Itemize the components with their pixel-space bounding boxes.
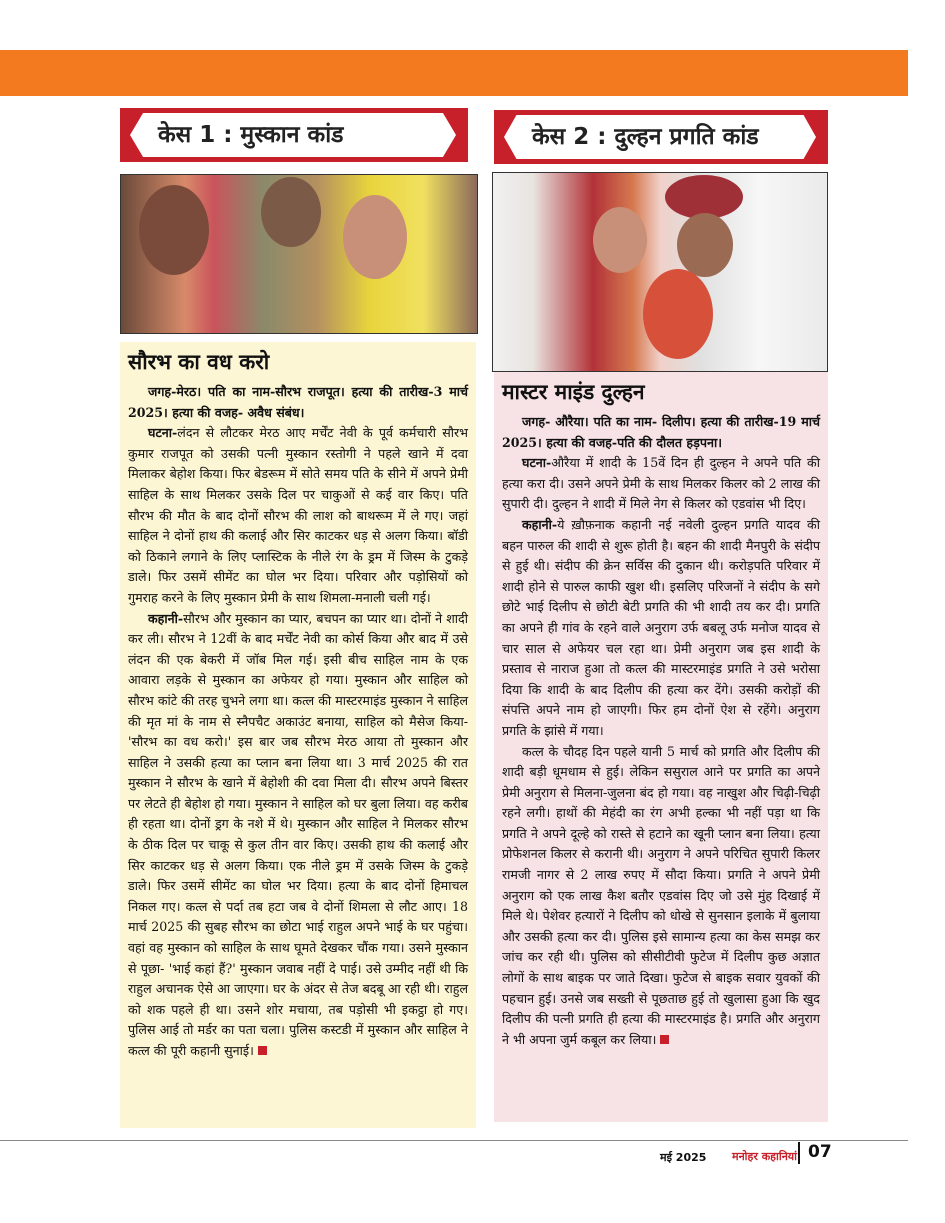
case1-incident-label: घटना- xyxy=(148,425,178,441)
case2-header-title: केस 2 : दुल्हन प्रगति कांड xyxy=(532,124,759,150)
photo-figure-left xyxy=(139,185,209,275)
case1-story xyxy=(128,609,468,1062)
case2-incident-label: घटना- xyxy=(522,455,552,471)
case2-meta: जगह- औरैया। पति का नाम- दिलीप। हत्या की तारीख-19 मार्च 2025। हत्या की वजह-पति की दौलत हड़पना। xyxy=(502,414,820,450)
case2-story-label: कहानी- xyxy=(522,516,558,532)
case1-incident-text: लंदन से लौटकर मेरठ आए मर्चेंट नेवी के पूर्व कर्मचारी सौरभ कुमार राजपूत को उसकी पत्नी मुस्कान रस्तोगी ने पहले खाने में दवा मिलाकर बेहोश किया। फिर बेडरूम में सोते समय पति के सीने में अपने प्रेमी साहिल के साथ मिलकर उसके दिल पर चाकुओं से कई वार किए। पति सौरभ की मौत के बाद दोनों सौरभ की लाश को बाथरूम में ले गए। जहां साहिल ने दोनों हाथ की कलाई और सिर काटकर धड़ से अलग किया। बॉडी को ठिकाने लगाने के लिए प्लास्टिक के नीले रंग के ड्रम में जिस्म के टुकड़े डाले। फिर उसमें सीमेंट का घोल भर दिया। परिवार और पड़ोसियों को गुमराह करने के लिए मुस्कान प्रेमी के साथ शिमला-मनाली चली गई। xyxy=(128,425,468,605)
case1-incident xyxy=(128,423,468,608)
end-square-icon xyxy=(258,1046,267,1055)
footer-date: मई 2025 xyxy=(660,1151,707,1164)
case1-meta: जगह-मेरठ। पति का नाम-सौरभ राजपूत। हत्या की तारीख-3 मार्च 2025। हत्या की वजह- अवैध संबंध। xyxy=(128,384,468,420)
photo-groom xyxy=(677,213,733,277)
case1-headline: सौरभ का वध करो xyxy=(128,350,270,374)
case1-article xyxy=(120,342,476,1128)
case1-photo xyxy=(120,174,478,334)
case2-incident xyxy=(502,453,820,515)
page-number: 07 xyxy=(808,1142,832,1162)
case2-header xyxy=(494,110,828,164)
case2-story-text: ये ख़ौफ़नाक कहानी नई नवेली दुल्हन प्रगति यादव की बहन पारुल की शादी से शुरू होती है। बहन की शादी मैनपुरी के संदीप से हुई थी। संदीप की क्रेन सर्विस की दुकान थी। करोड़पति परिवार में शादी होने से पारुल काफी खुश थी। इसलिए परिजनों ने संदीप के सगे छोटे भाई दिलीप से छोटी बेटी प्रगति की भी शादी तय कर दी। प्रगति का अपने ही गांव के रहने वाले अनुराग उर्फ बबलू उर्फ मनोज यादव से चार साल से अफेयर चल रहा था। प्रेमी अनुराग जब इस शादी के प्रस्ताव से नाराज हुआ तो कत्ल की मास्टरमाइंड प्रगति ने उसे भरोसा दिया कि शादी के बाद दिलीप की हत्या कर देंगे। उसकी करोड़ों की संपत्ति अपने नाम हो जाएगी। फिर हम दोनों ऐश से रहेंगे। अनुराग प्रगति के झांसे में गया। xyxy=(502,516,820,738)
top-orange-bar xyxy=(0,50,908,96)
footer-rule xyxy=(0,1140,908,1141)
case2-article xyxy=(494,372,828,1122)
photo-figure-center xyxy=(261,177,321,247)
case1-header xyxy=(120,108,468,162)
case1-header-title: केस 1 : मुस्कान कांड xyxy=(158,122,344,148)
photo-figure-right xyxy=(343,195,407,279)
photo-bride xyxy=(593,207,647,273)
end-square-icon xyxy=(660,1035,669,1044)
case2-headline: मास्टर माइंड दुल्हन xyxy=(502,380,645,404)
case2-incident-text: औरैया में शादी के 15वें दिन ही दुल्हन ने अपने पति की हत्या करा दी। उसने अपने प्रेमी के साथ मिलकर किलर को 2 लाख की सुपारी दी। दुल्हन ने शादी में मिले नेग से किलर को एडवांस भी दिए। xyxy=(502,455,820,512)
footer-separator xyxy=(798,1142,800,1164)
case2-story-cont-text: कत्ल के चौदह दिन पहले यानी 5 मार्च को प्रगति और दिलीप की शादी बड़ी धूमधाम से हुई। लेकिन ससुराल आने पर प्रगति का अपने प्रेमी अनुराग से मिलना-जुलना बंद हो गया। वह नाखुश और चिढ़ी-चिढ़ी रहने लगी। हाथों की मेहंदी का रंग अभी हल्का भी नहीं पड़ा था कि प्रगति ने अपने दूल्हे को रास्ते से हटाने का खूनी प्लान बना लिया। हत्या प्रोफेशनल किलर से करानी थी। अनुराग ने अपने परिचित सुपारी किलर रामजी नागर से 2 लाख रुपए में सौदा किया। प्रगति ने अपने प्रेमी अनुराग को एक लाख कैश बतौर एडवांस दिए जो उसे मुंह दिखाई में मिले थे। पेशेवर हत्यारों ने दिलीप को धोखे से सुनसान इलाके में बुलाया और उसकी हत्या कर दी। पुलिस इसे सामान्य हत्या का केस समझ कर जांच कर रही थी। पुलिस को सीसीटीवी फुटेज में दिलीप कुछ अज्ञात लोगों के साथ बाइक पर जाते दिखा। फुटेज से बाइक सवार युवकों की पहचान हुई। उनसे जब सख्ती से पूछताछ हुई तो खुलासा हुआ कि खुद दिलीप की पत्नी प्रगति ही हत्या की मास्टरमाइंड है। प्रगति और अनुराग ने भी अपना जुर्म कबूल कर लिया। xyxy=(502,743,820,1047)
photo-garland xyxy=(643,269,713,359)
case2-story-cont xyxy=(502,742,820,1051)
case1-story-label: कहानी- xyxy=(148,610,184,626)
footer-brand-logo: मनोहर कहानियां xyxy=(732,1150,798,1163)
case1-story-text: सौरभ और मुस्कान का प्यार, बचपन का प्यार था। दोनों ने शादी कर ली। सौरभ ने 12वीं के बाद मर्चेंट नेवी का कोर्स किया और बाद में उसे लंदन की एक बेकरी में जॉब मिल गई। इसी बीच साहिल नाम के एक आवारा लड़के से मुस्कान का अफेयर हो गया। मुस्कान और साहिल को सौरभ कांटे की तरह चुभने लगा था। कत्ल की मास्टरमाइंड मुस्कान ने साहिल की मृत मां के नाम से स्नैपचैट अकाउंट बनाया, साहिल को मैसेज किया- 'सौरभ का वध करो।' इस बार जब सौरभ मेरठ आया तो मुस्कान और साहिल ने उसकी हत्या का प्लान बना लिया था। 3 मार्च 2025 की रात मुस्कान ने सौरभ के खाने में बेहोशी की दवा मिला दी। सौरभ अपने बिस्तर पर लेटते ही बेहोश हो गया। मुस्कान ने साहिल को घर बुला लिया। वह करीब ही रहता था। दोनों ड्रग के नशे में थे। मुस्कान और साहिल ने मिलकर सौरभ के ठीक दिल पर चाकू से कुल तीन वार किए। उसकी हाथ की कलाई और सिर काटकर धड़ से अलग किया। एक नीले ड्रम में उसके जिस्म के टुकड़े डाले। फिर उसमें सीमेंट का घोल भर दिया। हत्या के बाद दोनों हिमाचल निकल गए। कत्ल से पर्दा तब हटा जब वे दोनों शिमला से लौट आए। 18 मार्च 2025 की सुबह सौरभ का छोटा भाई राहुल अपने भाई के घर पहुंचा। वहां वह मुस्कान को साहिल के साथ घूमते देखकर चौंक गया। उसने मुस्कान से पूछा- 'भाई कहां हैं?' मुस्कान जवाब नहीं दे पाई। उसे उम्मीद नहीं थी कि राहुल अचानक ऐसे आ जाएगा। घर के अंदर से तेज बदबू आ रही थी। राहुल को शक पहले ही था। उसने शोर मचाया, तब पड़ोसी भी इकट्ठा हो गए। पुलिस आई तो मर्डर का पता चला। पुलिस कस्टडी में मुस्कान और साहिल ने कत्ल की पूरी कहानी सुनाई। xyxy=(128,610,468,1058)
case2-photo xyxy=(492,172,828,372)
case2-story xyxy=(502,515,820,742)
